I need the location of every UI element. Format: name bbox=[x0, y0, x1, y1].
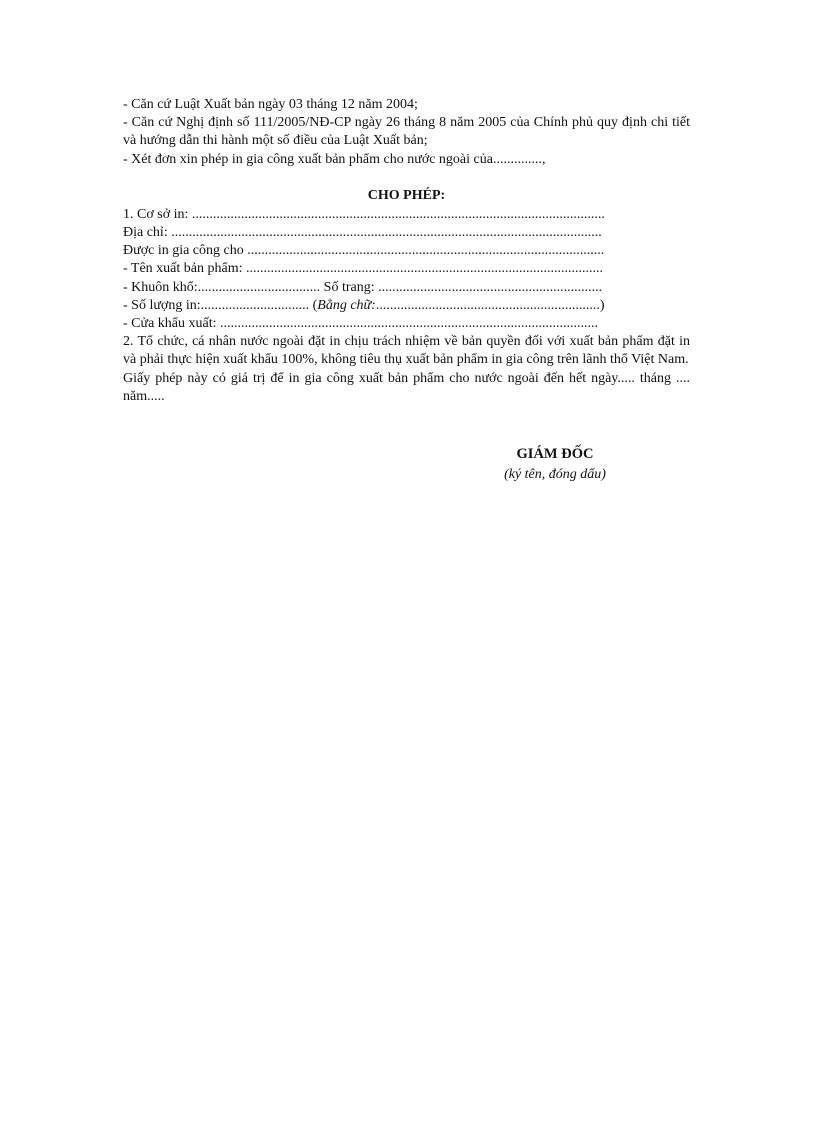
field-khuon-kho: - Khuôn khổ:................................... bbox=[123, 279, 321, 295]
validity-clause: Giấy phép này có giá trị để in gia công xuất bản phẩm cho nước ngoài đến hết ngày..... tháng .... năm..... bbox=[123, 370, 690, 404]
field-ten-xuat-ban-pham: - Tên xuất bản phẩm: ...................................................................................................... bbox=[123, 261, 603, 277]
field-cua-khau-xuat: - Cửa khẩu xuất: ............................................................................................................ bbox=[123, 316, 599, 332]
bang-chu-label: Bằng chữ: bbox=[317, 297, 376, 313]
field-duoc-in-gia-cong: Được in gia công cho ...................................................................................................... bbox=[123, 243, 605, 259]
legal-basis-1: - Căn cứ Luật Xuất bản ngày 03 tháng 12 năm 2004; bbox=[123, 97, 418, 112]
field-khuon-kho-row bbox=[123, 279, 690, 297]
signature-title: GIÁM ĐỐC bbox=[516, 446, 594, 462]
legal-basis-3: - Xét đơn xin phép in gia công xuất bản phẩm cho nước ngoài của.............., bbox=[123, 151, 546, 167]
document-body bbox=[123, 96, 690, 406]
legal-basis-2: - Căn cứ Nghị định số 111/2005/NĐ-CP ngày 26 tháng 8 năm 2005 của Chính phủ quy định chi tiết và hướng dẫn thi hành một số điều của Luật Xuất bản; bbox=[123, 115, 690, 149]
clause-2: 2. Tổ chức, cá nhân nước ngoài đặt in chịu trách nhiệm về bản quyền đối với xuất bản phẩm đặt in và phải thực hiện xuất khẩu 100%, không tiêu thụ xuất bản phẩm in gia công trên lãnh thổ Việt Nam. bbox=[123, 334, 690, 368]
field-co-so-in: 1. Cơ sở in: ...................................................................................................................... bbox=[123, 206, 605, 222]
signature-note: (ký tên, đóng dấu) bbox=[504, 467, 606, 482]
bang-chu-open: ( bbox=[312, 297, 318, 313]
permission-heading: CHO PHÉP: bbox=[367, 187, 446, 203]
field-dia-chi: Địa chỉ: ........................................................................................................................... bbox=[123, 225, 602, 241]
field-so-trang: Số trang: ................................................................ bbox=[323, 279, 603, 295]
field-so-luong: - Số lượng in:............................... bbox=[123, 297, 310, 313]
bang-chu-dots: ................................................................) bbox=[375, 297, 605, 313]
field-so-luong-row bbox=[123, 297, 690, 315]
